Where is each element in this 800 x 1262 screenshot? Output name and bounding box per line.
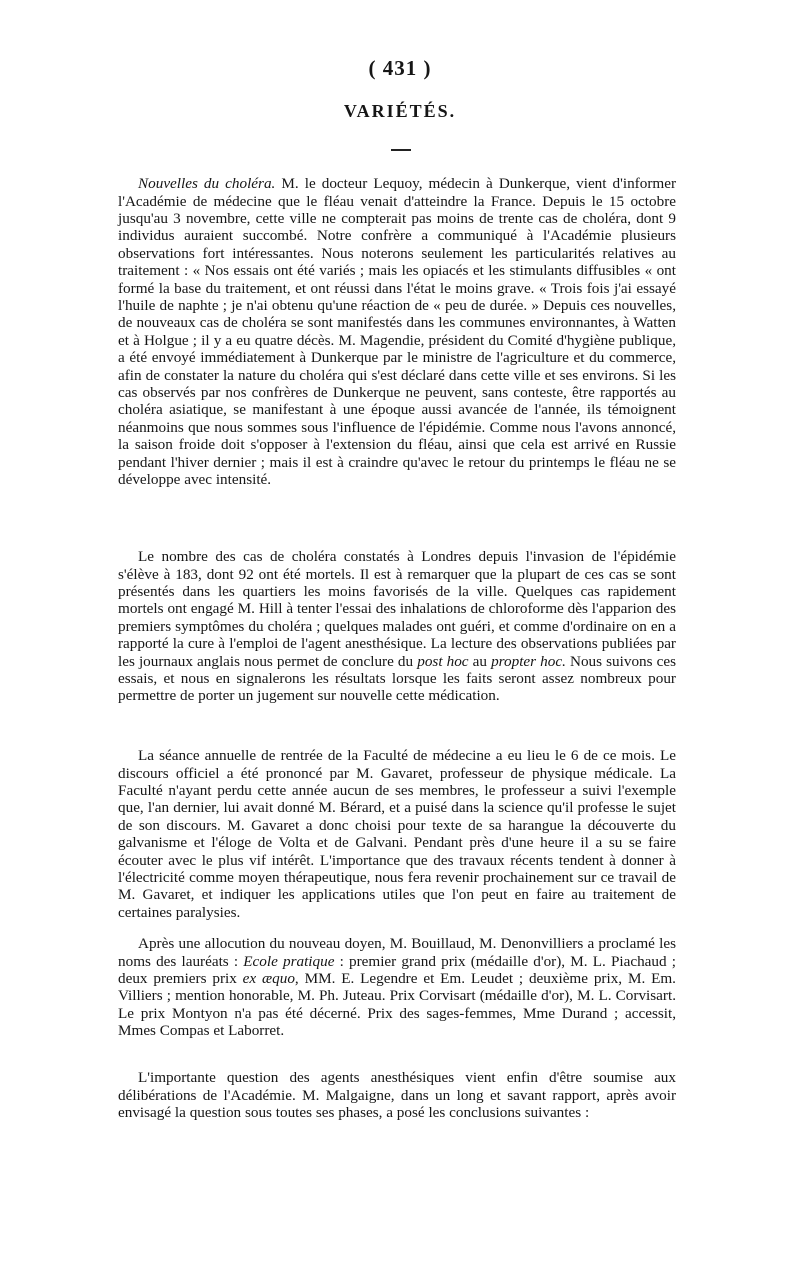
paragraph-lead: Nouvelles du choléra. (138, 175, 276, 193)
paragraph-text: au (468, 652, 492, 670)
paragraph-italic-phrase: post hoc (417, 652, 469, 670)
page-number: ( 431 ) (368, 56, 432, 80)
paragraph-london-cases (118, 548, 676, 705)
paragraph-text: Nous suivons ces essais, et nous en signalerons les résultats lorsque les faits seront assez nombreux pour permettre de porter un jugement sur nouvelle cette médication. (118, 652, 677, 705)
paragraph-cholera-news (118, 175, 676, 488)
section-heading: VARIÉTÉS. (343, 101, 457, 121)
paragraph-italic-phrase: propter hoc. (491, 652, 566, 670)
paragraph-italic-phrase: Ecole pratique (243, 952, 335, 970)
paragraph-faculty-session: La séance annuelle de rentrée de la Faculté de médecine a eu lieu le 6 de ce mois. Le discours officiel a été prononcé par M. Gavaret, professeur de physique médicale. La Faculté n'ayant perdu cette année aucun de ses membres, le professeur a suivi l'exemple que, l'an dernier, lui avait donné M. Bérard, et a puisé dans la science qu'il professe le sujet de son discours. M. Gavaret a donc choisi pour texte de sa harangue la découverte du galvanisme et l'éloge de Volta et de Galvani. Pendant près d'une heure il a su se faire écouter avec le plus vif intérêt. L'importance que des travaux récents tendent à donner à l'électricité comme moyen thérapeutique, nous fera revenir prochainement sur ce travail de M. Gavaret, et indiquer les applications utiles que l'on peut en faire au traitement de certaines paralysies. (118, 747, 676, 921)
paragraph-italic-phrase: ex æquo (242, 970, 295, 987)
paragraph-text: Après une allocution du nouveau doyen, M. Bouillaud, M. Denonvilliers a proclamé les noms des lauréats : (118, 935, 676, 970)
paragraph-text: M. le docteur Lequoy, médecin à Dunkerque, vient d'informer l'Académie de médecine que le fléau venait d'atteindre la France. Depuis le 15 octobre jusqu'au 3 novembre, cette ville ne compterait pas moins de trente cas de choléra, dont 9 individus auraient succombé. Notre confrère a communiqué à l'Académie plusieurs observations fort intéressantes. Nous noterons seulement les particularités relatives au traitement : « Nos essais ont été variés ; mais les opiacés et les stimulants diffusibles « ont formé la base du traitement, et ont réussi dans l'état le moins grave. « Trois fois j'ai essayé l'huile de naphte ; je n'ai obtenu qu'une réaction de « peu de durée. » Depuis ces nouvelles, de nouveaux cas de choléra se sont manifestés dans les communes environnantes, à Watten et à Holgue ; il y a eu quatre décès. M. Magendie, président du Comité d'hygiène publique, a été envoyé immédiatement à Dunkerque par le ministre de l'agriculture et du commerce, afin de constater la nature du choléra qui s'est déclaré dans cette ville et ses environs. Si les cas observés par nos confrères de Dunkerque ne peuvent, sans conteste, être rapportés au choléra asiatique, se manifestant à une époque aussi avancée de l'année, ils témoignent néanmoins que nous sommes sous l'influence de l'épidémie. Comme nous l'avons annoncé, la saison froide doit s'opposer à l'extension du fléau, ainsi que cela est arrivé en Russie pendant l'hiver dernier ; mais il est à craindre qu'avec le retour du printemps le fléau ne se développe avec intensité. (118, 175, 676, 489)
paragraph-text: : premier grand prix (médaille d'or), M. L. Piachaud ; deux premiers prix (118, 952, 676, 987)
paragraph-text: Le nombre des cas de choléra constatés à Londres depuis l'invasion de l'épidémie s'élève à 183, dont 92 ont été mortels. Il est à remarquer que la plupart de ces cas se sont présentés dans les quartiers les moins favorisés de la ville. Quelques cas rapidement mortels ont engagé M. Hill à tenter l'essai des inhalations de chloroforme dès l'apparion des premiers symptômes du choléra ; quelques malades ont guéri, et comme d'ordinaire on en a rapporté la cure à l'emploi de l'agent anesthésique. La lecture des observations publiées par les journaux anglais nous permet de conclure du (118, 548, 676, 670)
paragraph-text: , MM. E. Legendre et Em. Leudet ; deuxième prix, M. Em. Villiers ; mention honorable, M. Ph. Juteau. Prix Corvisart (médaille d'or), M. L. Corvisart. Le prix Montyon n'a pas été décerné. Prix des sages-femmes, Mme Durand ; accessit, Mmes Compas et Laborret. (118, 970, 676, 1040)
paragraph-anesthetics: L'importante question des agents anesthésiques vient enfin d'être soumise aux délibérations de l'Académie. M. Malgaigne, dans un long et savant rapport, après avoir envisagé la question sous toutes ses phases, a posé les conclusions suivantes : (118, 1069, 676, 1121)
paragraph-laureates (118, 935, 676, 1039)
heading-rule (391, 149, 411, 151)
